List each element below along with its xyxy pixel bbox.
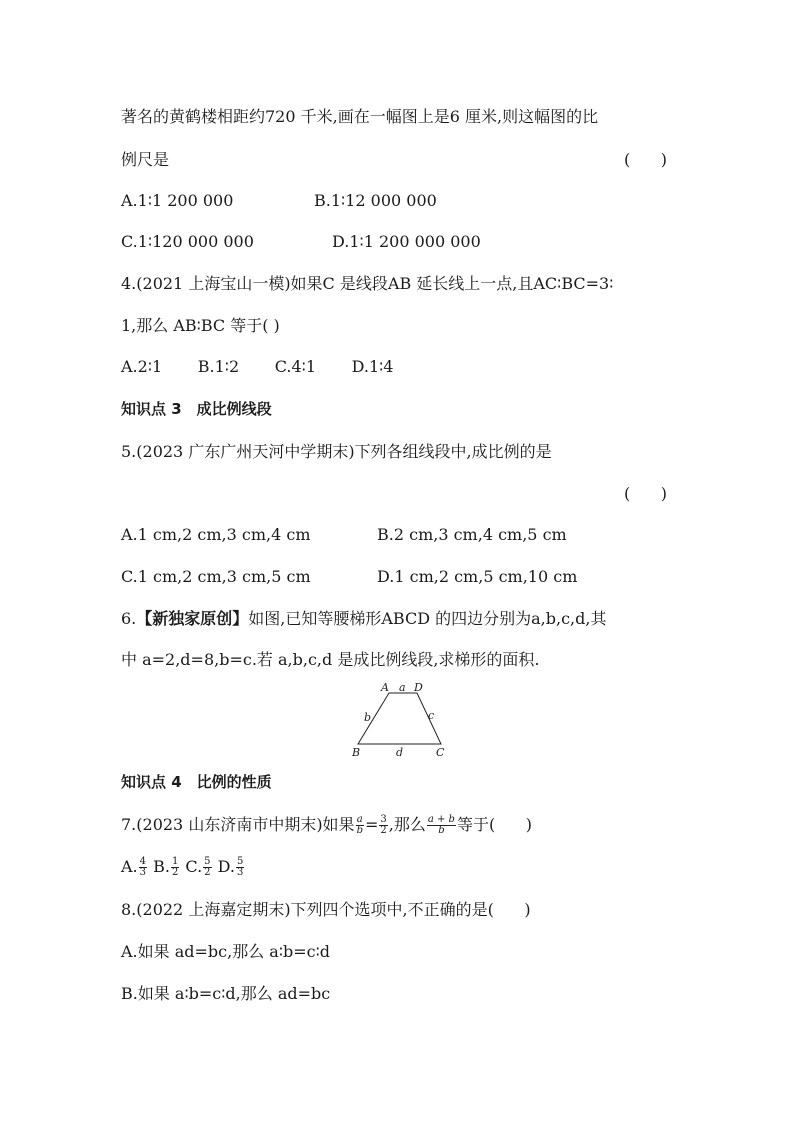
q6-number: 6.	[121, 609, 137, 628]
q8-line1: 8.(2022 上海嘉定期末)下列四个选项中,不正确的是( )	[121, 900, 531, 919]
label-vertex-d: D	[414, 681, 423, 694]
q3-answer-paren: ( )	[624, 150, 667, 169]
trapezoid-figure	[343, 678, 453, 762]
q7-option-b-label: B.	[148, 857, 170, 876]
label-vertex-a: A	[381, 681, 389, 694]
q3-option-a: A.1∶1 200 000	[121, 191, 234, 210]
q3-option-d: D.1∶1 200 000 000	[332, 232, 481, 251]
q7-text-mid: ,那么	[388, 815, 426, 834]
q5-option-d: D.1 cm,2 cm,5 cm,10 cm	[377, 567, 578, 586]
label-side-d: d	[396, 746, 404, 759]
q7-fraction-apb-over-b: $\frac{a + b}{b}$	[427, 814, 455, 836]
q8-option-a: A.如果 ad=bc,那么 a∶b=c∶d	[121, 942, 331, 961]
q7-option-a-fraction: $\frac{4}{3}$	[139, 856, 147, 878]
q7-option-d-label: D.	[212, 857, 235, 876]
q7-text-post: 等于( )	[456, 815, 532, 834]
section-heading-4: 知识点 4 比例的性质	[121, 773, 272, 791]
q7-equals: =	[364, 815, 379, 834]
q4-options: A.2∶1 B.1∶2 C.4∶1 D.1∶4	[121, 357, 394, 376]
q3-line1: 著名的黄鹤楼相距约720 千米,画在一幅图上是6 厘米,则这幅图的比	[121, 107, 599, 126]
q5-line1: 5.(2023 广东广州天河中学期末)下列各组线段中,成比例的是	[121, 442, 552, 461]
label-vertex-b: B	[352, 746, 361, 759]
section-heading-3: 知识点 3 成比例线段	[121, 400, 272, 418]
label-side-a: a	[399, 681, 406, 694]
label-side-b: b	[364, 711, 372, 724]
q7-line1	[121, 815, 532, 836]
q5-option-c: C.1 cm,2 cm,3 cm,5 cm	[121, 567, 311, 586]
q5-option-a: A.1 cm,2 cm,3 cm,4 cm	[121, 525, 311, 544]
label-vertex-c: C	[436, 746, 445, 759]
q7-option-d-fraction: $\frac{5}{3}$	[236, 856, 244, 878]
q4-line2: 1,那么 AB∶BC 等于( )	[121, 316, 280, 335]
q5-option-b: B.2 cm,3 cm,4 cm,5 cm	[377, 525, 567, 544]
q5-answer-paren: ( )	[624, 484, 667, 503]
q7-option-b-fraction: $\frac{1}{2}$	[171, 856, 179, 878]
q7-option-c-label: C.	[180, 857, 203, 876]
q7-fraction-3-over-2: $\frac{3}{2}$	[380, 814, 387, 836]
q3-option-b: B.1∶12 000 000	[314, 191, 437, 210]
q7-options	[121, 857, 245, 878]
q3-line2: 例尺是	[121, 150, 170, 169]
q6-line1	[121, 609, 606, 629]
q7-text-pre: 7.(2023 山东济南市中期末)如果	[121, 815, 355, 834]
label-side-c: c	[428, 709, 435, 722]
q8-option-b: B.如果 a∶b=c∶d,那么 ad=bc	[121, 984, 331, 1003]
q3-option-c: C.1∶120 000 000	[121, 232, 254, 251]
q7-option-c-fraction: $\frac{5}{2}$	[204, 856, 211, 878]
q4-line1: 4.(2021 上海宝山一模)如果C 是线段AB 延长线上一点,且AC∶BC=3∶	[121, 274, 614, 293]
q7-option-a-label: A.	[121, 857, 138, 876]
q7-fraction-a-over-b: $\frac{a}{b}$	[356, 814, 363, 836]
q6-line1-text: 如图,已知等腰梯形ABCD 的四边分别为a,b,c,d,其	[248, 609, 607, 628]
q6-line2: 中 a=2,d=8,b=c.若 a,b,c,d 是成比例线段,求梯形的面积.	[121, 650, 540, 669]
q6-original-tag: 【新独家原创】	[136, 609, 249, 628]
